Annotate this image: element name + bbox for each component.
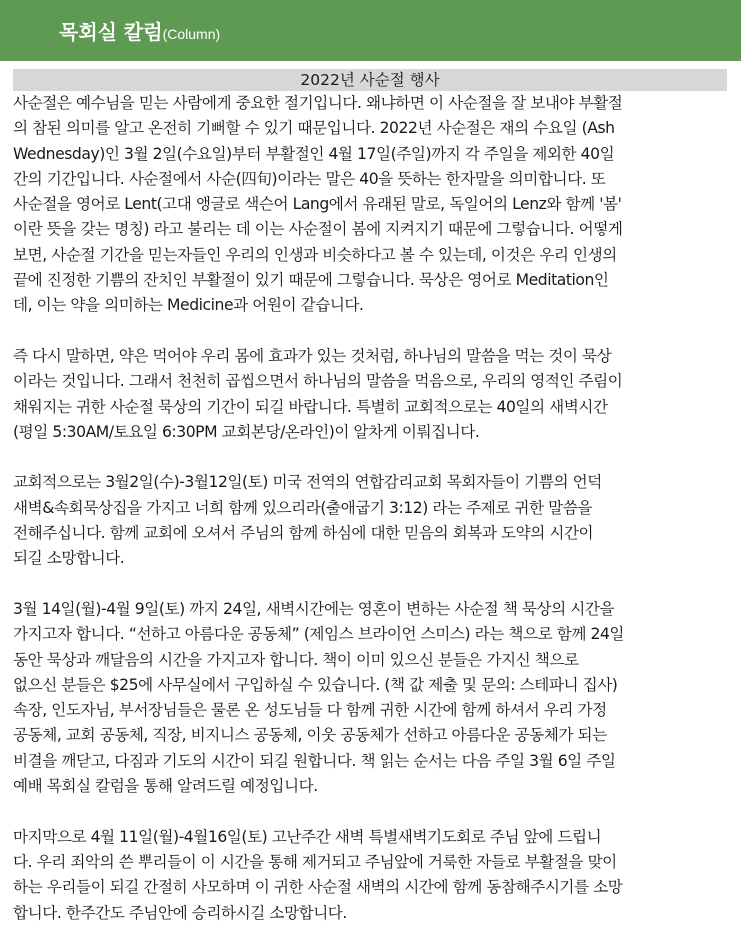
header-title [59, 22, 220, 42]
text-line: 공동체, 교회 공동체, 직장, 비지니스 공동체, 이웃 공동체가 선하고 아름다운 공동체가 되는 [13, 726, 607, 745]
text-line: 보면, 사순절 기간을 믿는자들인 우리의 인생과 비슷하다고 볼 수 있는데, 이것은 우리 인생의 [13, 245, 617, 264]
paragraph-4 [13, 597, 729, 799]
text-line: (평일 5:30AM/토요일 6:30PM 교회본당/온라인)이 알차게 이뤄집니다. [13, 422, 480, 441]
paragraph-3 [13, 470, 729, 571]
text-line: 사순절을 영어로 Lent(고대 앵글로 색슨어 Lang에서 유래된 말로, 독일어의 Lenz와 함께 '봄' [13, 195, 622, 214]
text-line: 하는 우리들이 되길 간절히 사모하며 이 귀한 사순절 새벽의 시간에 함께 동참해주시기를 소망 [13, 878, 623, 897]
text-line: 다. 우리 죄악의 쓴 뿌리들이 이 시간을 통해 제거되고 주님앞에 거룩한 자들로 부활절을 맞이 [13, 852, 617, 871]
text-line: 채워지는 귀한 사순절 묵상의 기간이 되길 바랍니다. 특별히 교회적으로는 40일의 새벽시간 [13, 397, 608, 416]
text-line: 비결을 깨닫고, 다짐과 기도의 시간이 되길 원합니다. 책 읽는 순서는 다음 주일 3월 6일 주일 [13, 751, 616, 770]
text-line: 이란 뜻을 갖는 명칭) 라고 불리는 데 이는 사순절이 봄에 지켜지기 때문에 그렇습니다. 어떻게 [13, 220, 623, 239]
article-body [13, 91, 729, 951]
text-line: 없으신 분들은 $25에 사무실에서 구입하실 수 있습니다. (책 값 제출 및 문의: 스테파니 집사) [13, 675, 618, 694]
text-line: Wednesday)인 3월 2일(수요일)부터 부활절인 4월 17일(주일)까지 각 주일을 제외한 40일 [13, 144, 615, 163]
text-line: 전해주십니다. 함께 교회에 오셔서 주님의 함께 하심에 대한 믿음의 회복과 도약의 시간이 [13, 524, 594, 543]
header-title-korean: 목회실 칼럼 [59, 20, 163, 44]
text-line: 합니다. 한주간도 주님안에 승리하시길 소망합니다. [13, 903, 347, 922]
text-line: 동안 묵상과 깨달음의 시간을 가지고자 합니다. 책이 이미 있으신 분들은 가지신 책으로 [13, 650, 579, 669]
article-title: 2022년 사순절 행사 [300, 71, 440, 89]
text-line: 끝에 진정한 기쁨의 잔치인 부활절이 있기 때문에 그렇습니다. 묵상은 영어로 Meditation인 [13, 271, 609, 290]
text-line: 예배 목회실 칼럼을 통해 알려드릴 예정입니다. [13, 777, 318, 796]
text-line: 의 참된 의미를 알고 온전히 기뻐할 수 있기 때문입니다. 2022년 사순절은 재의 수요일 (Ash [13, 119, 615, 138]
header-title-english: (Column) [162, 26, 221, 42]
paragraph-2 [13, 344, 729, 445]
text-line: 이라는 것입니다. 그래서 천천히 곱씹으면서 하나님의 말씀을 먹음으로, 우리의 영적인 주림이 [13, 372, 623, 391]
column-header-bar [0, 0, 741, 61]
paragraph-1 [13, 91, 729, 319]
text-line: 되길 소망합니다. [13, 549, 125, 568]
text-line: 마지막으로 4월 11일(월)-4월16일(토) 고난주간 새벽 특별새벽기도회로 주님 앞에 드립니 [13, 827, 602, 846]
text-line: 속장, 인도자님, 부서장님들은 물론 온 성도님들 다 함께 귀한 시간에 함께 하셔서 우리 가정 [13, 701, 607, 720]
text-line: 즉 다시 말하면, 약은 먹어야 우리 몸에 효과가 있는 것처럼, 하나님의 말씀을 먹는 것이 묵상 [13, 346, 612, 365]
paragraph-5 [13, 825, 729, 926]
text-line: 교회적으로는 3월2일(수)-3월12일(토) 미국 전역의 연합감리교회 목회자들이 기쁨의 언덕 [13, 473, 602, 492]
text-line: 데, 이는 약을 의미하는 Medicine과 어원이 같습니다. [13, 296, 364, 315]
text-line: 3월 14일(월)-4월 9일(토) 까지 24일, 새벽시간에는 영혼이 변하는 사순절 책 묵상의 시간을 [13, 599, 615, 618]
article-title-bar [13, 69, 727, 91]
text-line: 사순절은 예수님을 믿는 사람에게 중요한 절기입니다. 왜냐하면 이 사순절을 잘 보내야 부활절 [13, 94, 623, 112]
text-line: 가지고자 합니다. “선하고 아름다운 공동체” (제임스 브라이언 스미스) 라는 책으로 함께 24일 [13, 625, 625, 644]
text-line: 간의 기간입니다. 사순절에서 사순(四旬)이라는 말은 40을 뜻하는 한자말을 의미합니다. 또 [13, 169, 606, 188]
text-line: 새벽&속회묵상집을 가지고 너희 함께 있으리라(출애굽기 3:12) 라는 주제로 귀한 말씀을 [13, 498, 593, 517]
